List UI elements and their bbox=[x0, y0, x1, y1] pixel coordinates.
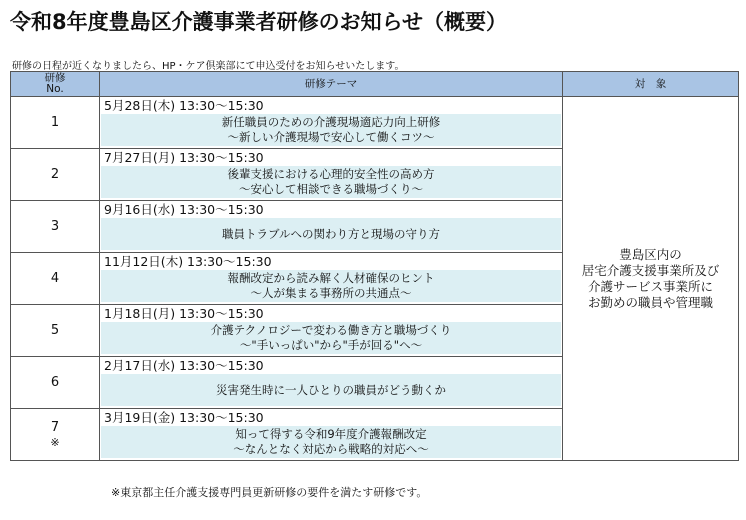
course-theme-title: 後輩支援における心理的安全性の高め方 bbox=[227, 167, 435, 181]
course-theme bbox=[101, 218, 561, 250]
course-number bbox=[11, 201, 100, 253]
course-date: 9月16日(水) 13:30～15:30 bbox=[100, 201, 562, 218]
header-target: 対 象 bbox=[563, 72, 739, 97]
course-cell bbox=[100, 253, 563, 305]
target-line: 居宅介護支援事業所及び bbox=[581, 262, 720, 278]
course-number-text: 6 bbox=[50, 375, 60, 390]
course-theme-title: 職員トラブルへの関わり方と現場の守り方 bbox=[221, 226, 441, 241]
course-theme-subtitle: ～なんとなく対応から戦略的対応へ～ bbox=[233, 442, 429, 456]
course-cell bbox=[100, 305, 563, 357]
course-number-text: 1 bbox=[50, 115, 60, 130]
course-date: 11月12日(木) 13:30～15:30 bbox=[100, 253, 562, 270]
course-theme-title: 災害発生時に一人ひとりの職員がどう動くか bbox=[216, 382, 446, 397]
course-theme-subtitle: ～人が集まる事務所の共通点～ bbox=[250, 286, 412, 300]
course-number-text: 7 bbox=[50, 419, 60, 435]
target-line: 豊島区内の bbox=[619, 246, 682, 262]
course-cell bbox=[100, 201, 563, 253]
course-cell bbox=[100, 409, 563, 461]
target-line: お勤めの職員や管理職 bbox=[587, 294, 713, 310]
course-date: 3月19日(金) 13:30～15:30 bbox=[100, 409, 562, 426]
table-header-row bbox=[11, 72, 739, 97]
course-theme-subtitle: ～安心して相談できる職場づくり～ bbox=[239, 182, 423, 196]
course-number bbox=[11, 305, 100, 357]
course-theme-subtitle: ～"手いっぱい"から"手が回る"へ～ bbox=[239, 338, 423, 352]
table-row bbox=[11, 97, 739, 149]
schedule-table bbox=[10, 71, 739, 461]
course-cell bbox=[100, 149, 563, 201]
course-theme bbox=[101, 166, 561, 198]
course-theme bbox=[101, 426, 561, 458]
course-cell bbox=[100, 97, 563, 149]
target-line: 介護サービス事業所に bbox=[587, 278, 713, 294]
header-no bbox=[11, 72, 100, 97]
course-theme-subtitle: ～新しい介護現場で安心して働くコツ～ bbox=[227, 130, 435, 144]
course-theme bbox=[101, 374, 561, 406]
lead-text: 研修の日程が近くなりましたら、HP・ケア倶楽部にて申込受付をお知らせいたします。 bbox=[12, 61, 405, 72]
course-number bbox=[11, 357, 100, 409]
course-date: 2月17日(水) 13:30～15:30 bbox=[100, 357, 562, 374]
course-number-text: 2 bbox=[50, 167, 60, 182]
course-date: 5月28日(木) 13:30～15:30 bbox=[100, 97, 562, 114]
course-theme-title: 知って得する令和9年度介護報酬改定 bbox=[235, 427, 427, 441]
course-theme bbox=[101, 114, 561, 146]
course-number-text: 3 bbox=[50, 219, 60, 234]
target-audience bbox=[563, 97, 739, 461]
header-no-text: 研修 No. bbox=[44, 72, 66, 95]
course-theme-title: 報酬改定から読み解く人材確保のヒント bbox=[227, 271, 435, 285]
course-theme bbox=[101, 322, 561, 354]
course-cell bbox=[100, 357, 563, 409]
header-theme: 研修テーマ bbox=[100, 72, 563, 97]
course-number bbox=[11, 149, 100, 201]
course-number bbox=[11, 97, 100, 149]
course-theme bbox=[101, 270, 561, 302]
course-theme-title: 介護テクノロジーで変わる働き方と職場づくり bbox=[210, 323, 452, 337]
course-number-text: 4 bbox=[50, 271, 60, 286]
course-number bbox=[11, 409, 100, 461]
course-theme-title: 新任職員のための介護現場適応力向上研修 bbox=[221, 115, 441, 129]
footnote: ※東京都主任介護支援専門員更新研修の要件を満たす研修です。 bbox=[111, 486, 428, 499]
page-title: 令和8年度豊島区介護事業者研修のお知らせ（概要） bbox=[10, 10, 507, 34]
course-date: 1月18日(月) 13:30～15:30 bbox=[100, 305, 562, 322]
course-number-text: 5 bbox=[50, 323, 60, 338]
course-number bbox=[11, 253, 100, 305]
course-note-mark: ※ bbox=[50, 435, 60, 449]
course-date: 7月27日(月) 13:30～15:30 bbox=[100, 149, 562, 166]
